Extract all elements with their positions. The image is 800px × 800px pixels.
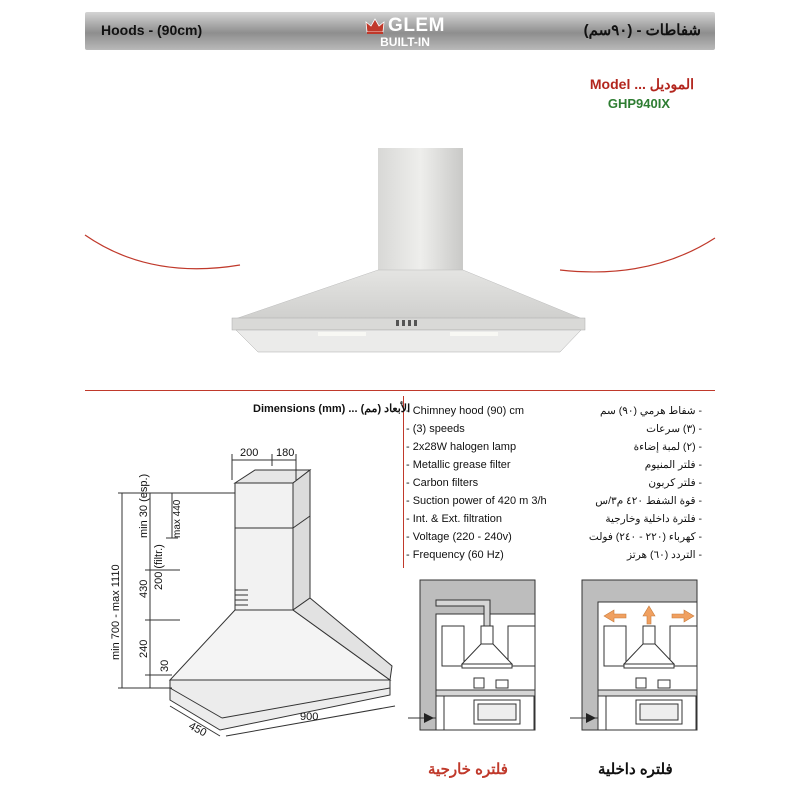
brand-subtitle: BUILT-IN [380,35,430,49]
column-divider [403,396,404,568]
dim-label-max-440: max 440 [172,499,183,538]
dim-label-430: 430 [138,579,150,598]
external-filtration-diagram [408,578,543,753]
red-swoosh-left [85,235,240,269]
spec-row [406,438,702,456]
dimensions-title: Dimensions (mm) ... الأبعاد (مم) [253,403,411,415]
spec-row [406,492,702,510]
internal-filtration-diagram [570,578,705,753]
hood-chimney [378,148,463,270]
dim-label-200-filtr: 200 (filtr.) [153,544,165,590]
spec-row [406,474,702,492]
spec-en: - Chimney hood (90) cm [406,405,524,417]
dim-label-240: 240 [138,639,150,658]
spec-row [406,510,702,528]
dim-label-180: 180 [276,447,295,459]
spec-row [406,456,702,474]
header-right-title: شفاطات - (٩٠سم) [583,22,701,39]
spec-en: - Metallic grease filter [406,459,511,471]
crown-icon [365,18,385,34]
spec-ar: - فلتر المنيوم [644,459,702,471]
spec-ar: - (٣) سرعات [646,423,702,435]
hood-underside [236,330,581,352]
brand-name: GLEM [388,15,445,36]
dimension-drawing [100,430,400,750]
spec-en: - Carbon filters [406,477,479,489]
spec-en: - Voltage (220 - 240v) [406,531,512,543]
header-left-title: Hoods - (90cm) [101,22,203,38]
dim-label-200: 200 [240,447,259,459]
spec-en: - 2x28W halogen lamp [406,441,517,453]
spec-row [406,420,702,438]
brand-logo [355,15,455,49]
spec-ar: - قوة الشفط ٤٢٠ م٣/س [595,495,702,507]
header-bar [85,12,715,50]
arrow-left-icon [604,610,626,622]
hood-lamp-left [318,332,366,336]
dim-label-min-30: min 30 (esp.) [138,473,150,538]
spec-ar: - شفاط هرمي (٩٠) سم [600,405,702,417]
spec-ar: - التردد (٦٠) هرتز [626,549,702,561]
hood-canopy [232,270,585,320]
spec-ar: - فلتر كربون [648,477,702,489]
internal-filtration-caption: فلتره داخلية [598,761,673,778]
spec-ar: - كهرباء (٢٢٠ - ٢٤٠) فولت [588,531,702,543]
hood-lamp-right [450,332,498,336]
model-label: Model ... الموديل [589,76,694,92]
section-divider [85,390,715,391]
dim-label-450: 450 [186,720,209,740]
spec-row [406,402,702,420]
dim-label-900: 900 [300,711,319,723]
spec-ar: - فلترة داخلية وخارجية [605,513,702,525]
spec-row [406,528,702,546]
spec-row [406,546,702,564]
spec-en: - Frequency (60 Hz) [406,549,504,561]
spec-en: - Int. & Ext. filtration [406,513,502,525]
spec-en: - (3) speeds [406,423,465,435]
arrow-right-icon [672,610,694,622]
hood-product-image [0,120,800,380]
spec-ar: - (٢) لمبة إضاءة [633,441,702,453]
dim-label-total-height: min 700 - max 1110 [110,564,122,660]
external-filtration-caption: فلتره خارجية [428,761,508,778]
dim-label-30: 30 [159,659,171,672]
model-code: GHP940IX [607,96,670,111]
arrow-up-icon [643,606,655,624]
red-swoosh-right [560,238,715,272]
specifications-list [406,402,702,564]
spec-en: - Suction power of 420 m 3/h [406,495,547,507]
